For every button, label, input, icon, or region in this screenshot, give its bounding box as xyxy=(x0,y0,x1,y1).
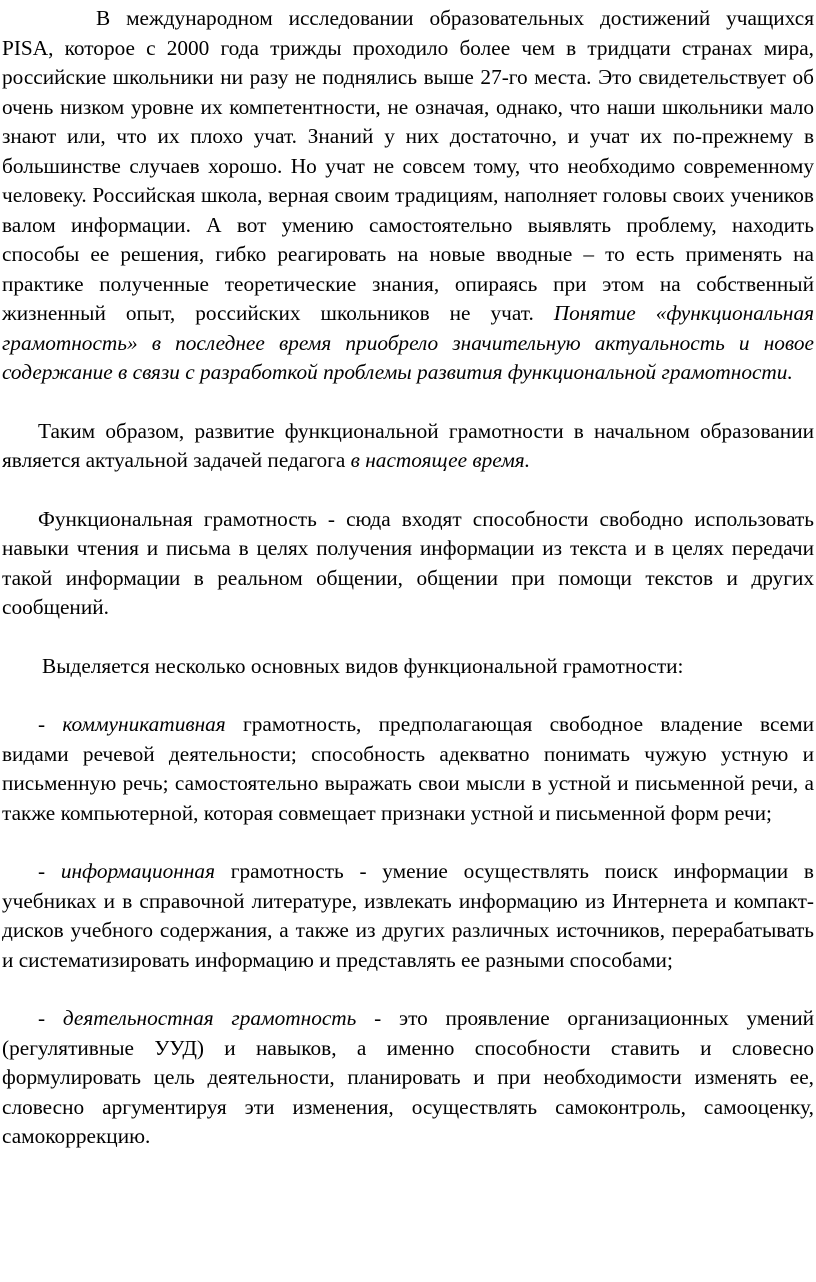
paragraph-definition xyxy=(2,505,814,623)
paragraph-pisa-text: В международном исследовании образовательных достижений учащихся PISA, которое с 2000 года трижды проходило более чем в тридцати странах мира, российские школьники ни разу не поднялись выше 27-го места. Это свидетельствует об очень низком уровне их компетентности, не означая, однако, что наши школьники мало знают или, что их плохо учат. Знаний у них достаточно, и учат их по-прежнему в большинстве случаев хорошо. Но учат не совсем тому, что необходимо современному человеку. Российская школа, верная своим традициям, наполняет головы своих учеников валом информации. А вот умению самостоятельно выявлять проблему, находить способы ее решения, гибко реагировать на новые вводные – то есть применять на практике полученные теоретические знания, опираясь при этом на собственный жизненный опыт, российских школьников не учат. xyxy=(2,6,814,325)
paragraph-conclusion-text: Таким образом, развитие функциональной грамотности в начальном образовании является актуальной задачей педагога xyxy=(2,418,814,472)
paragraph-pisa-italic: Понятие «функциональная грамотность» в последнее время приобрело значительную актуальность и новое содержание в связи с разработкой проблемы развития функциональной грамотности. xyxy=(2,301,815,384)
paragraph-conclusion-italic: в настоящее время. xyxy=(350,448,531,472)
list-item-dash: - xyxy=(38,1006,46,1030)
list-item-dash: - xyxy=(38,712,46,736)
list-item-term: коммуникативная xyxy=(62,712,226,736)
paragraph-definition-text: Функциональная грамотность - сюда входят способности свободно использовать навыки чтения и письма в целях получения информации из текста и в целях передачи такой информации в реальном общении, общении при помощи текстов и других сообщений. xyxy=(2,506,814,619)
paragraph-pisa xyxy=(2,4,814,388)
list-item-term: информационная xyxy=(60,859,215,883)
list-item-term: деятельностная грамотность xyxy=(62,1006,357,1030)
paragraph-types-intro xyxy=(2,652,814,682)
list-item-text: грамотность - умение осуществлять поиск информации в учебниках и в справочной литературе, извлекать информацию из Интернета и компакт-дисков учебного содержания, а также из других различных источников, перерабатывать и систематизировать информацию и представлять ее разными способами; xyxy=(2,859,814,972)
list-item-communicative xyxy=(2,710,814,828)
list-item-informational xyxy=(2,857,814,975)
list-item-dash: - xyxy=(38,859,46,883)
list-item-text: грамотность, предполагающая свободное владение всеми видами речевой деятельности; способность адекватно понимать чужую устную и письменную речь; самостоятельно выражать свои мысли в устной и письменной речи, а также компьютерной, которая совмещает признаки устной и письменной форм речи; xyxy=(2,712,815,825)
paragraph-conclusion xyxy=(2,417,814,476)
paragraph-types-intro-text: Выделяется несколько основных видов функциональной грамотности: xyxy=(42,653,684,678)
list-item-text: - это проявление организационных умений (регулятивные УУД) и навыков, а именно способности ставить и словесно формулировать цель деятельности, планировать и при необходимости изменять ее, словесно аргументируя эти изменения, осуществлять самоконтроль, самооценку, самокоррекцию. xyxy=(2,1006,815,1148)
list-item-activity xyxy=(2,1004,814,1152)
